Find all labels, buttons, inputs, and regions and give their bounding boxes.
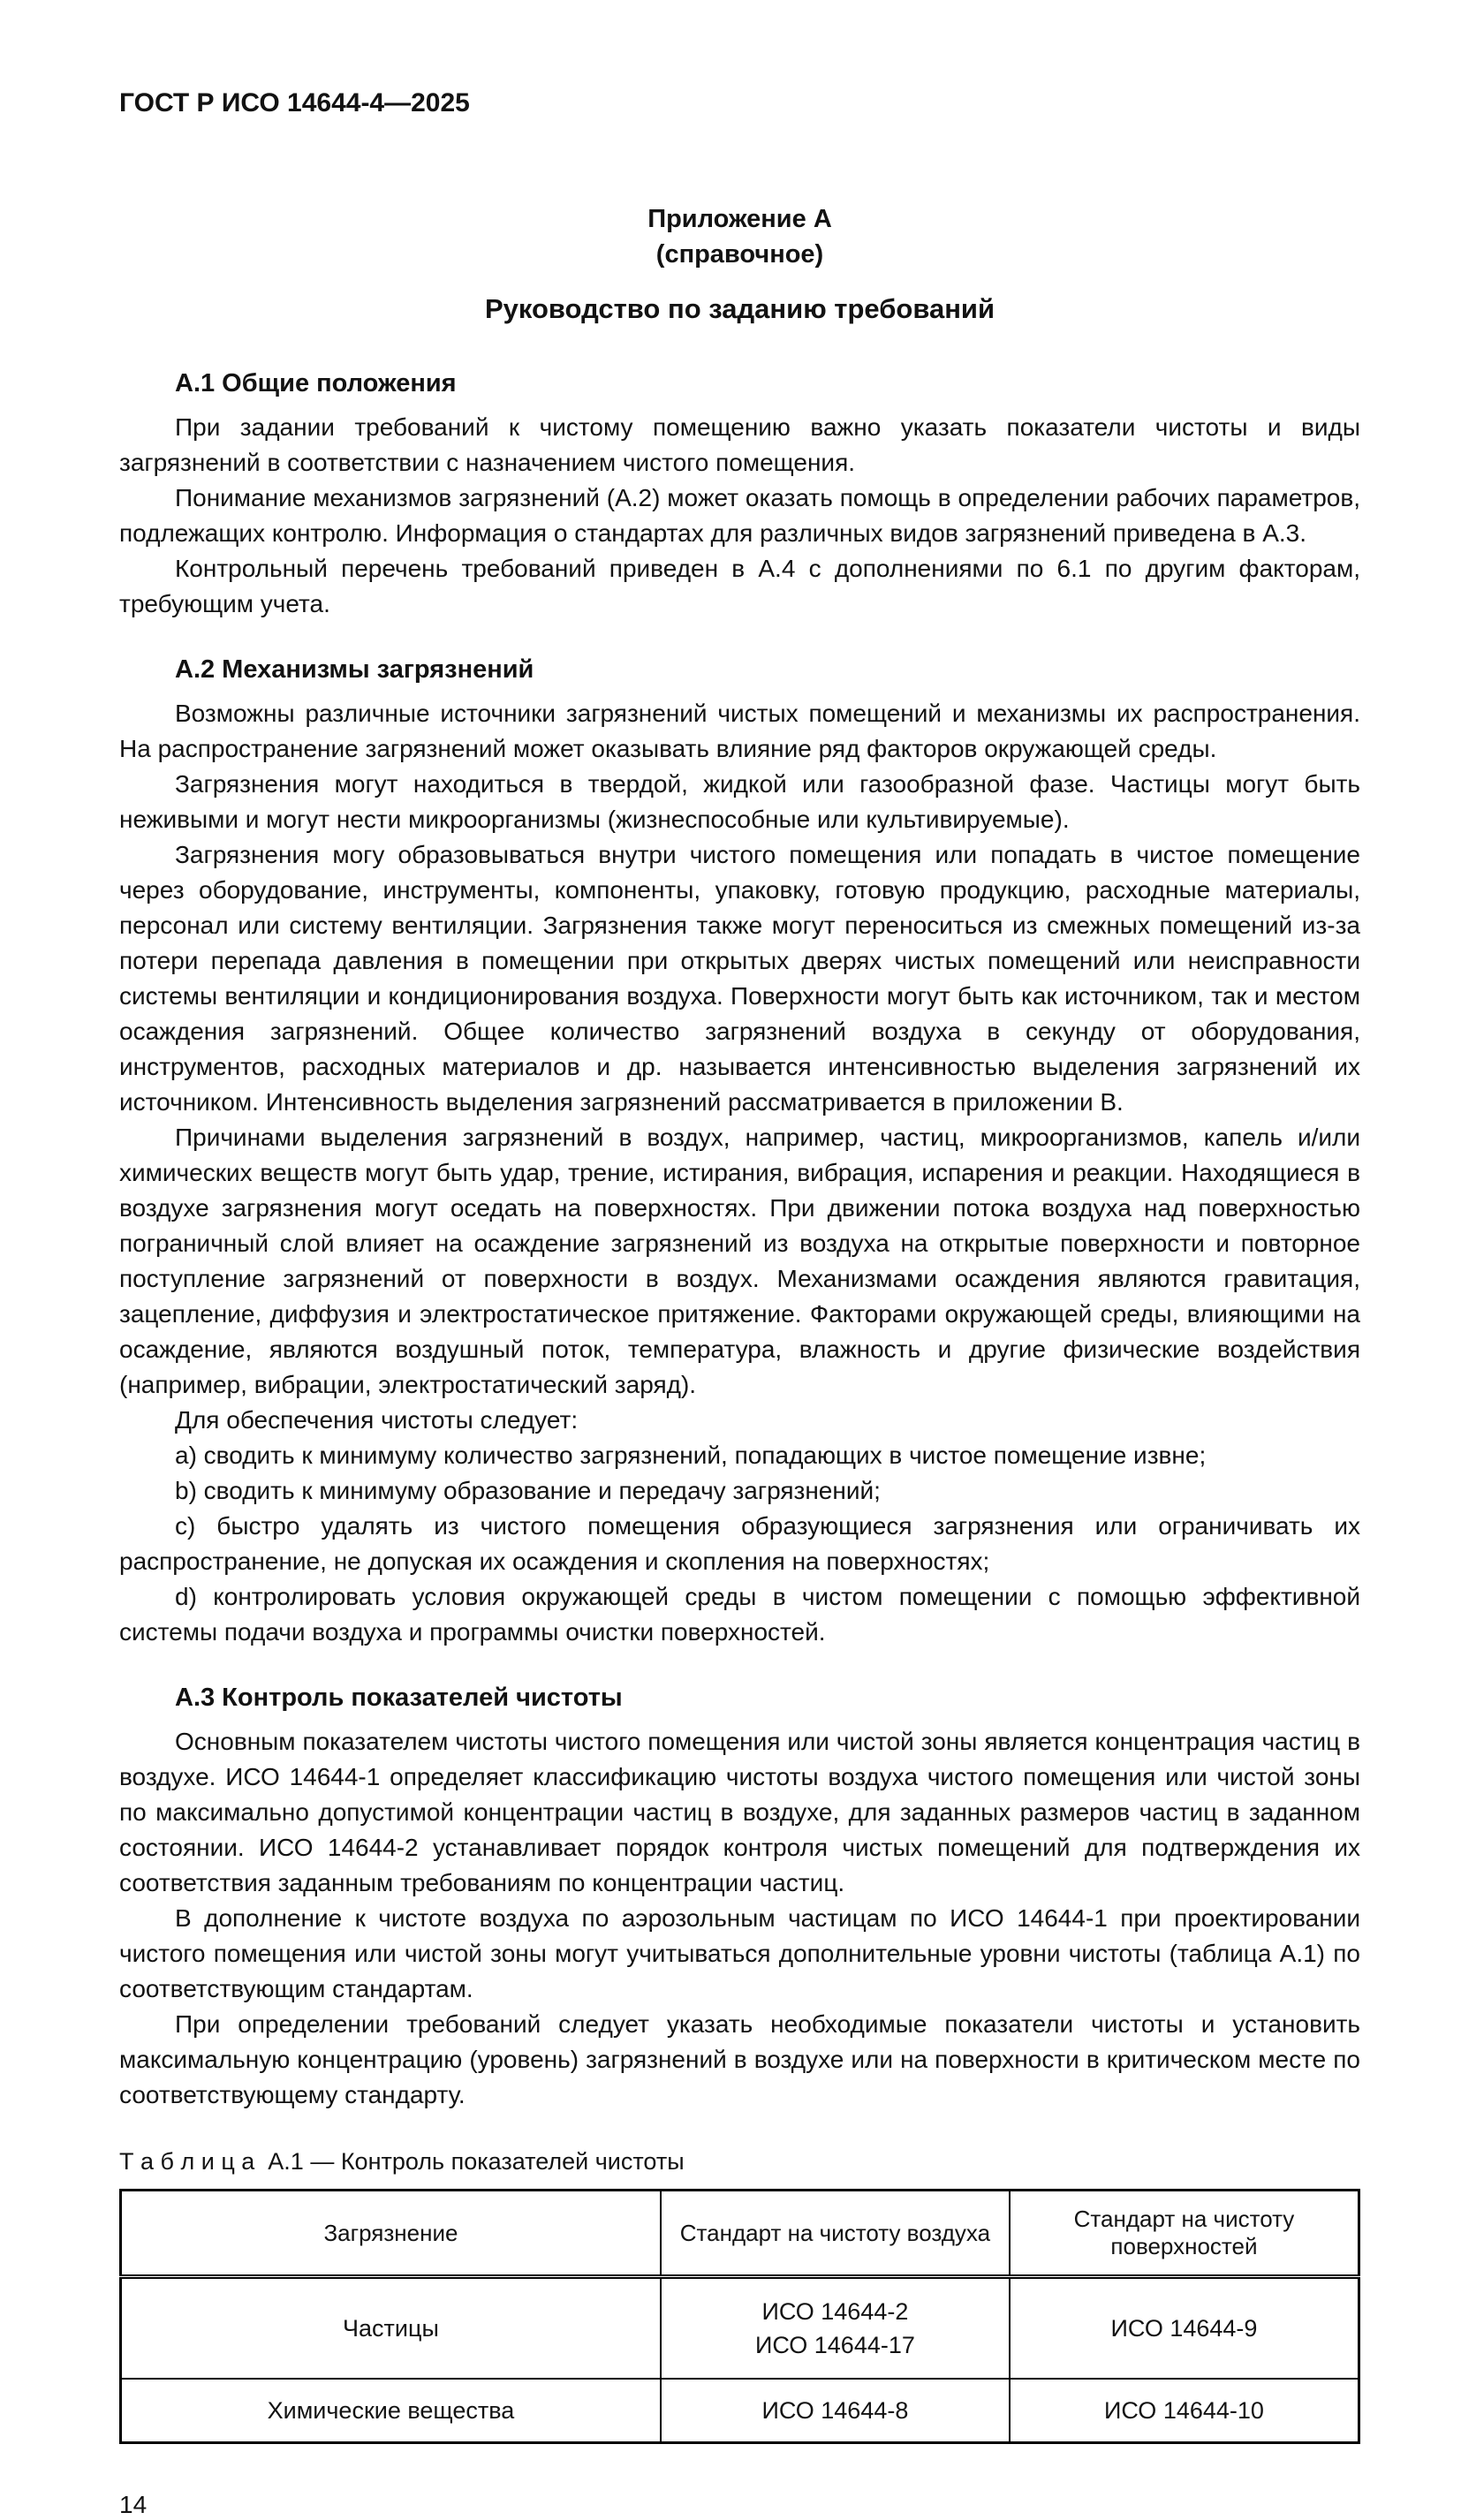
document-title: Руководство по заданию требований [484,293,995,324]
appendix-label: Приложение А [647,205,832,233]
table-header-row [121,2191,1359,2277]
section-a1 [119,366,1360,622]
paragraph: В дополнение к чистоте воздуха по аэрозольным частицам по ИСО 14644-1 при проектировании чистого помещения или чистой зоны могут учитываться дополнительные уровни чистоты (таблица А.1) по соответствующим стандартам. [119,1904,1360,2002]
table-caption: Т а б л и ц а А.1 — Контроль показателей чистоты [119,2148,685,2175]
paragraph: При задании требований к чистому помещению важно указать показатели чистоты и виды загрязнений в соответствии с назначением чистого помещения. [119,413,1360,476]
table-row [121,2379,1359,2443]
standard-line: ИСО 14644-2 [761,2298,909,2325]
paragraph: Контрольный перечень требований приведен в А.4 с дополнениями по 6.1 по другим факторам, требующим учета. [119,555,1360,617]
standard-line: ИСО 14644-17 [754,2332,915,2358]
table-cell-air-standard: ИСО 14644-8 [661,2379,1010,2443]
paragraph: Загрязнения могут находиться в твердой, жидкой или газообразной фазе. Частицы могут быть неживыми и могут нести микроорганизмы (жизнеспособные или культивируемые). [119,770,1360,833]
paragraph: Для обеспечения чистоты следует: [175,1406,579,1434]
section-a2 [119,652,1360,1650]
section-heading: А.3 Контроль показателей чистоты [175,1684,623,1712]
section-a3 [119,1680,1360,2113]
table-cell-surface-standard: ИСО 14644-10 [1010,2379,1359,2443]
section-heading: А.1 Общие положения [175,369,457,397]
paragraph: Понимание механизмов загрязнений (А.2) может оказать помощь в определении рабочих параметров, подлежащих контролю. Информация о стандартах для различных видов загрязнений приведена в А.3. [119,484,1360,547]
list-item-b: b) сводить к минимуму образование и передачу загрязнений; [175,1477,881,1504]
paragraph: Причинами выделения загрязнений в воздух, например, частиц, микроорганизмов, капель и/или химических веществ могут быть удар, трение, истирания, вибрация, испарения и реакции. Находящиеся в воздухе загрязнения могут оседать на поверхностях. При движении потока воздуха над поверхностью пограничный слой влияет на осаждение загрязнений из воздуха на открытые поверхности и повторное поступление загрязнений от поверхности в воздух. Механизмами осаждения являются гравитация, зацепление, диффузия и электростатическое притяжение. Факторами окружающей среды, влияющими на осаждение, являются воздушный поток, температура, влажность и другие физические воздействия (например, вибрации, электростатический заряд). [119,1124,1360,1398]
table-header-air-standard: Стандарт на чистоту воздуха [661,2191,1010,2277]
list-item-a: a) сводить к минимуму количество загрязнений, попадающих в чистое помещение извне; [175,1442,1207,1469]
table-cell-air-standard [661,2277,1010,2380]
table-cell-contaminant: Частицы [121,2277,661,2380]
section-heading: А.2 Механизмы загрязнений [175,655,534,684]
cleanliness-standards-table [119,2189,1360,2444]
paragraph: Загрязнения могу образовываться внутри чистого помещения или попадать в чистое помещение через оборудование, инструменты, компоненты, упаковку, готовую продукцию, расходные материалы, персонал или систему вентиляции. Загрязнения также могут переноситься из смежных помещений из-за потери перепада давления в помещении при открытых дверях чистых помещений или неисправности системы вентиляции и кондиционирования воздуха. Поверхности могут быть как источником, так и местом осаждения загрязнений. Общее количество загрязнений воздуха в секунду от оборудования, инструментов, расходных материалов и др. называется интенсивностью выделения загрязнений их источником. Интенсивность выделения загрязнений рассматривается в приложении В. [119,841,1360,1116]
table-header-surface-standard: Стандарт на чистоту поверхностей [1010,2191,1359,2277]
list-item-c: c) быстро удалять из чистого помещения образующиеся загрязнения или ограничивать их распространение, не допуская их осаждения и скопления на поверхностях; [119,1512,1360,1575]
appendix-kind: (справочное) [655,240,824,269]
table-cell-contaminant: Химические вещества [121,2379,661,2443]
paragraph: Основным показателем чистоты чистого помещения или чистой зоны является концентрация частиц в воздухе. ИСО 14644-1 определяет классификацию чистоты воздуха чистого помещения или чистой зоны по максимально допустимой концентрации частиц в воздухе, для заданных размеров частиц в заданном состоянии. ИСО 14644-2 устанавливает порядок контроля чистых помещений для подтверждения их соответствия заданным требованиям по концентрации частиц. [119,1728,1360,1896]
table-header-contaminant: Загрязнение [121,2191,661,2277]
table-cell-surface-standard: ИСО 14644-9 [1010,2277,1359,2380]
page-number: 14 [119,2491,148,2518]
document-header: ГОСТ Р ИСО 14644-4—2025 [119,88,470,117]
table-row [121,2277,1359,2380]
paragraph: При определении требований следует указать необходимые показатели чистоты и установить максимальную концентрацию (уровень) загрязнений в воздухе или на поверхности в критическом месте по соответствующему стандарту. [119,2010,1360,2108]
list-item-d: d) контролировать условия окружающей среды в чистом помещении с помощью эффективной системы подачи воздуха и программы очистки поверхностей. [119,1583,1360,1646]
paragraph: Возможны различные источники загрязнений чистых помещений и механизмы их распространения. На распространение загрязнений может оказывать влияние ряд факторов окружающей среды. [119,700,1360,762]
